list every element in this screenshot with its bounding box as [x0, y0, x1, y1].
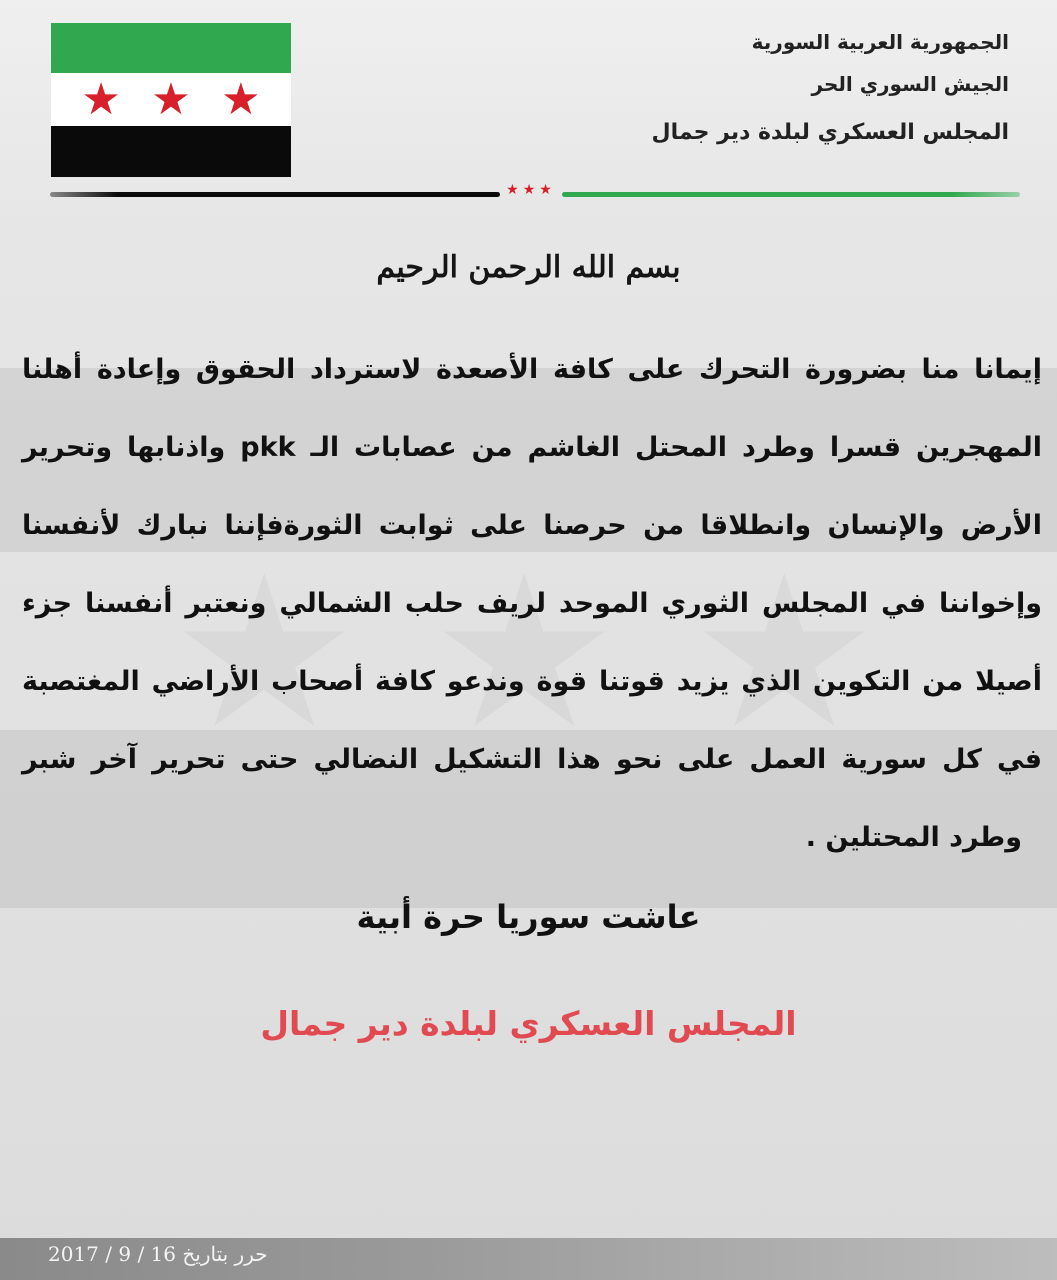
watermark-star-icon: ★	[170, 530, 359, 775]
divider-stars-icon: ★★★	[506, 182, 556, 198]
letterhead	[589, 30, 1009, 160]
syrian-revolution-flag	[51, 23, 291, 177]
statement-line: الأرض والإنسان وانطلاقا من حرصنا على ثوابت الثورةفإننا نبارك لأنفسنا	[22, 510, 1042, 541]
flag-star-icon: ★	[151, 74, 191, 125]
flag-star-icon: ★	[221, 74, 261, 125]
watermark-star-icon: ★	[690, 530, 879, 775]
basmala-heading: بسم الله الرحمن الرحيم	[376, 250, 681, 285]
statement-line: في كل سورية العمل على نحو هذا التشكيل النضالي حتى تحرير آخر شبر	[22, 744, 1042, 775]
flag-white-band	[51, 73, 291, 126]
statement-body	[22, 348, 1042, 894]
header-divider	[50, 182, 1020, 200]
letterhead-army: الجيش السوري الحر	[811, 72, 1009, 96]
flag-green-band	[51, 23, 291, 73]
statement-line: إيمانا منا بضرورة التحرك على كافة الأصعدة لاسترداد الحقوق وإعادة أهلنا	[22, 354, 1042, 385]
watermark-star-icon: ★	[430, 530, 619, 775]
signature-council: المجلس العسكري لبلدة دير جمال	[260, 1004, 797, 1043]
divider-black-line	[50, 192, 500, 197]
statement-line: وإخواننا في المجلس الثوري الموحد لريف حلب الشمالي ونعتبر أنفسنا جزء	[22, 588, 1042, 619]
closing-motto: عاشت سوريا حرة أبية	[356, 898, 701, 936]
statement-line: وطرد المحتلين .	[805, 822, 1022, 853]
issue-date: حرر بتاريخ 16 / 9 / 2017	[48, 1242, 268, 1266]
statement-line: المهجرين قسرا وطرد المحتل الغاشم من عصابات الـ pkk واذنابها وتحرير	[22, 432, 1042, 463]
flag-black-band	[51, 126, 291, 177]
letterhead-council: المجلس العسكري لبلدة دير جمال	[651, 120, 1009, 145]
letterhead-republic: الجمهورية العربية السورية	[751, 30, 1009, 54]
footer-bar	[0, 1238, 1057, 1280]
divider-green-line	[562, 192, 1020, 197]
statement-line: أصيلا من التكوين الذي يزيد قوتنا قوة وندعو كافة أصحاب الأراضي المغتصبة	[22, 666, 1042, 697]
flag-star-icon: ★	[81, 74, 121, 125]
